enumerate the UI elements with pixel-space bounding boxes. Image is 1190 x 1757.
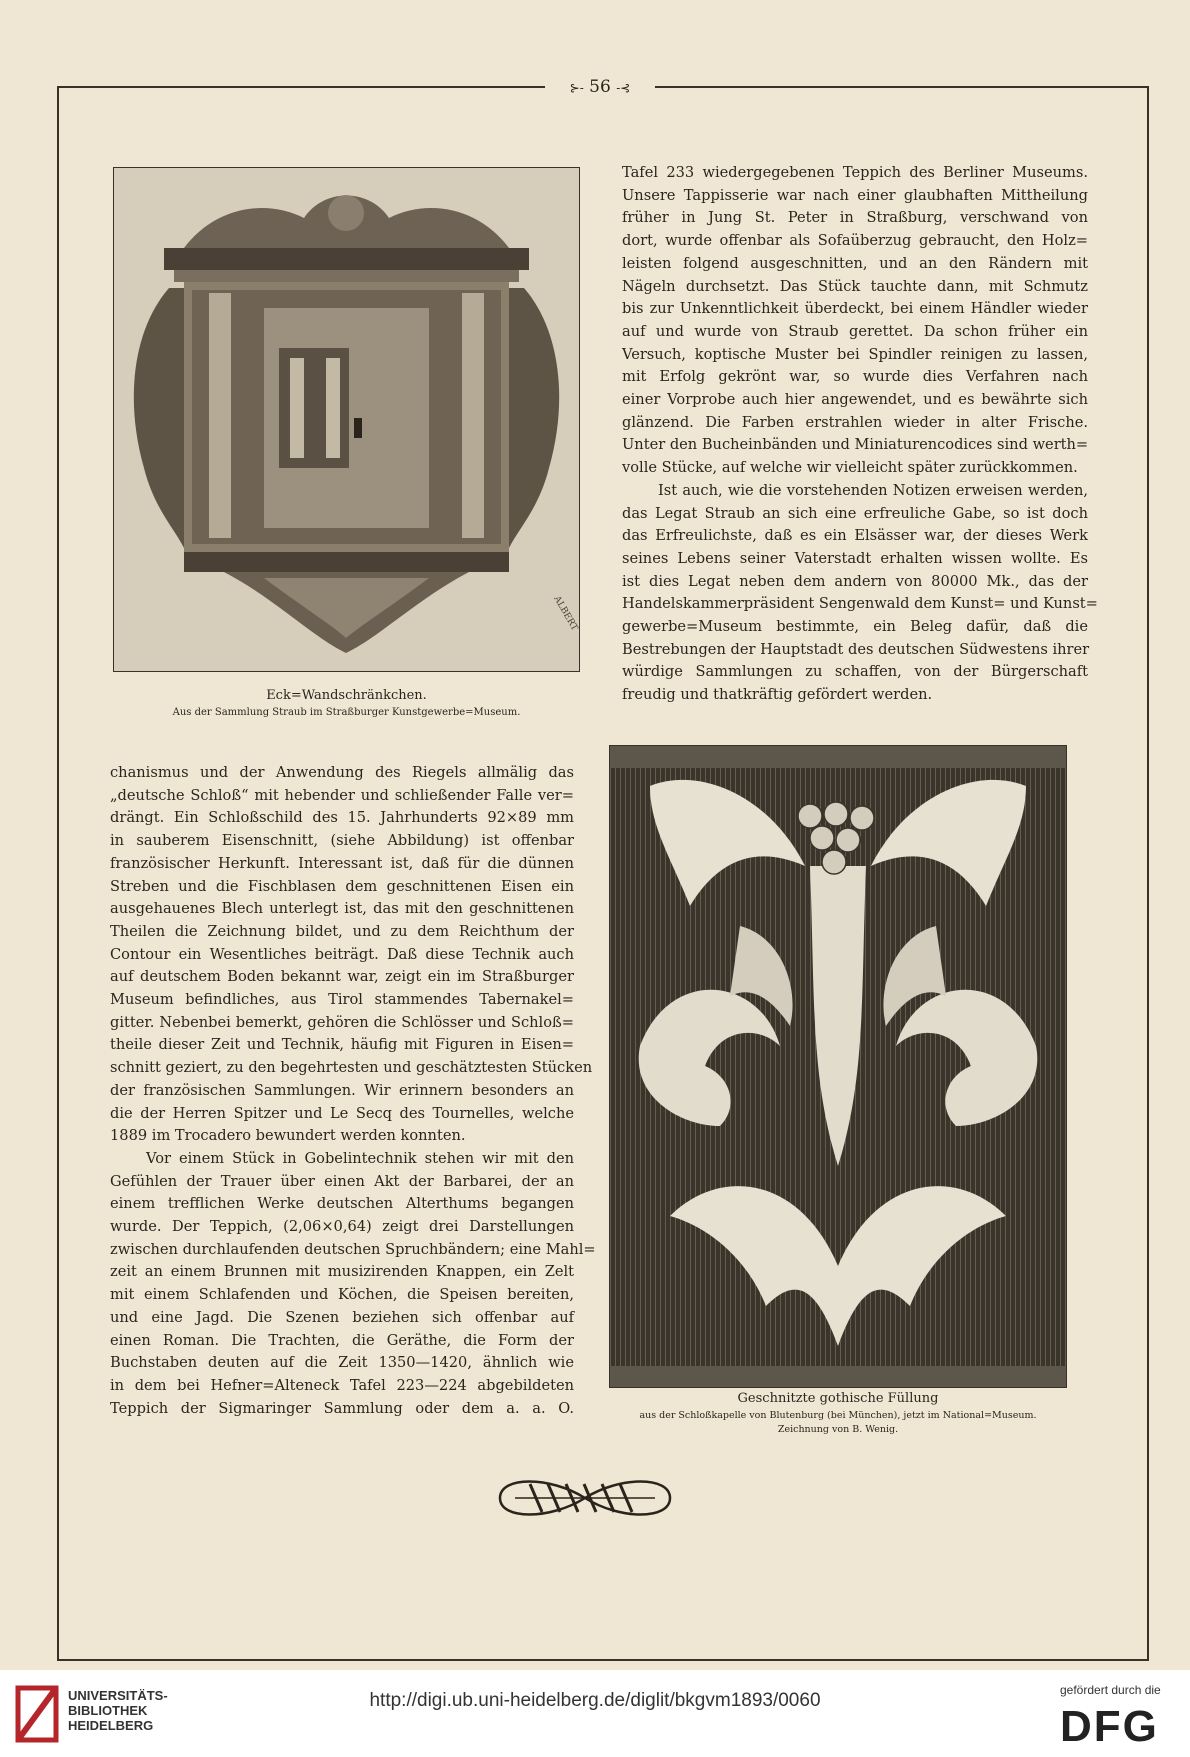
dfg-logo: DFG — [1060, 1702, 1159, 1751]
text-line: Bestrebungen der Hauptstadt des deutschen Südwestens ihrer — [622, 640, 1090, 658]
text-line: Theilen die Zeichnung bildet, und zu dem Reichthum der — [110, 922, 574, 940]
cabinet-illustration — [114, 168, 579, 671]
text-line: einem trefflichen Werke deutschen Alterthums begangen — [110, 1195, 574, 1213]
text-line: französischer Herkunft. Interessant ist, daß für die dünnen — [110, 854, 574, 872]
text-line: früher in Jung St. Peter in Straßburg, verschwand von — [622, 209, 1088, 227]
text-line: das Legat Straub an sich eine erfreuliche Gabe, so ist doch — [622, 504, 1088, 522]
text-line: würdige Sammlungen zu schaffen, von der Bürgerschaft — [622, 663, 1088, 681]
text-line: 1889 im Trocadero bewundert werden konnten. — [110, 1127, 466, 1145]
text-line: Versuch, koptische Muster bei Spindler reinigen zu lassen, — [622, 345, 1088, 363]
text-line: Museum befindliches, aus Tirol stammendes Tabernakel= — [110, 991, 574, 1009]
text-line: glänzend. Die Farben erstrahlen wieder in alter Frische. — [622, 413, 1088, 431]
text-line: Ist auch, wie die vorstehenden Notizen erweisen werden, — [658, 481, 1088, 499]
text-line: gitter. Nebenbei bemerkt, gehören die Schlösser und Schloß= — [110, 1013, 574, 1031]
text-line: auf deutschem Boden bekannt war, zeigt ein im Straßburger — [110, 968, 574, 986]
gothic-panel-illustration — [610, 746, 1066, 1387]
figure1-caption-title: Eck=Wandschränkchen. — [266, 688, 427, 703]
svg-text:ALBERT: ALBERT — [551, 594, 579, 633]
figure2-caption-source: aus der Schloßkapelle von Blutenburg (bei München), jetzt im National=Museum. — [639, 1410, 1037, 1421]
figure-gothic-panel — [609, 745, 1067, 1388]
text-line: in sauberem Eisenschnitt, (siehe Abbildung) ist offenbar — [110, 832, 574, 850]
calligraphic-flourish-icon — [490, 1468, 680, 1528]
text-line: Buchstaben deuten auf die Zeit 1350—1420, ähnlich wie — [110, 1354, 574, 1372]
text-line: dort, wurde offenbar als Sofaüberzug gebraucht, den Holz= — [622, 232, 1088, 250]
text-column-left — [110, 762, 596, 1420]
text-line: und eine Jagd. Die Szenen beziehen sich offenbar auf — [110, 1308, 574, 1326]
text-line: auf und wurde von Straub gerettet. Da schon früher ein — [622, 322, 1088, 340]
text-line: seines Lebens seiner Vaterstadt erhalten wissen wollte. Es — [622, 549, 1088, 567]
text-line: leisten folgend ausgeschnitten, und an den Rändern mit — [622, 254, 1088, 272]
text-line: freudig und thatkräftig gefördert werden. — [622, 686, 933, 704]
text-line: in dem bei Hefner=Alteneck Tafel 223—224 abgebildeten — [110, 1376, 574, 1394]
text-line: ausgehauenes Blech unterlegt ist, das mit den geschnittenen — [110, 900, 574, 918]
text-line: Gefühlen der Trauer über einen Akt der Barbarei, der an — [110, 1172, 574, 1190]
text-line: drängt. Ein Schloßschild des 15. Jahrhunderts 92×89 mm — [110, 809, 574, 827]
ornament-left-icon: ⊱- — [569, 81, 584, 95]
text-line: „deutsche Schloß“ mit hebender und schließender Falle ver= — [110, 786, 574, 804]
sponsor-text: gefördert durch die — [1060, 1683, 1161, 1697]
figure2-caption-title: Geschnitzte gothische Füllung — [737, 1391, 939, 1406]
text-line: Unsere Tappisserie war nach einer glaubhaften Mittheilung — [622, 186, 1088, 204]
page-number: ⊱- 56 -⊰ — [545, 74, 655, 100]
source-url-link[interactable]: http://digi.ub.uni-heidelberg.de/diglit/bkgvm1893/0060 — [369, 1690, 821, 1711]
text-line: Nägeln durchsetzt. Das Stück tauchte dann, mit Schmutz — [622, 277, 1088, 295]
text-line: mit Erfolg gekrönt war, so wurde dies Verfahren nach — [622, 368, 1088, 386]
text-line: Vor einem Stück in Gobelintechnik stehen wir mit den — [146, 1149, 574, 1167]
text-line: volle Stücke, auf welche wir vielleicht später zurückkommen. — [622, 459, 1078, 477]
text-line: das Erfreulichste, daß es ein Elsässer war, der dieses Werk — [622, 527, 1088, 545]
text-line: Handelskammerpräsident Sengenwald dem Kunst= und Kunst= — [622, 595, 1098, 613]
text-column-right — [622, 162, 1098, 707]
text-line: theile dieser Zeit und Technik, häufig mit Figuren in Eisen= — [110, 1036, 574, 1054]
figure-corner-cabinet — [113, 167, 580, 672]
figure1-caption-source: Aus der Sammlung Straub im Straßburger Kunstgewerbe=Museum. — [172, 707, 521, 718]
text-line: die der Herren Spitzer und Le Secq des Tournelles, welche — [110, 1104, 574, 1122]
text-line: schnitt geziert, zu den begehrtesten und geschätztesten Stücken — [110, 1059, 593, 1077]
text-line: einen Roman. Die Trachten, die Geräthe, die Form der — [110, 1331, 574, 1349]
university-name: UNIVERSITÄTS- BIBLIOTHEK HEIDELBERG — [68, 1688, 168, 1733]
text-line: Tafel 233 wiedergegebenen Teppich des Berliner Museums. — [622, 164, 1088, 181]
text-line: einer Vorprobe auch hier angewendet, und es bewährte sich — [622, 391, 1088, 409]
text-line: ist dies Legat neben dem andern von 80000 Mk., das der — [622, 572, 1088, 590]
text-line: Teppich der Sigmaringer Sammlung oder dem a. a. O. — [110, 1399, 574, 1417]
text-line: bis zur Unkenntlichkeit überdeckt, bei einem Händler wieder — [622, 300, 1088, 318]
text-line: wurde. Der Teppich, (2,06×0,64) zeigt drei Darstellungen — [110, 1218, 574, 1236]
text-line: zeit an einem Brunnen mit musizirenden Knappen, ein Zelt — [110, 1263, 574, 1281]
text-line: zwischen durchlaufenden deutschen Spruchbändern; eine Mahl= — [110, 1240, 596, 1258]
text-line: chanismus und der Anwendung des Riegels allmälig das — [110, 764, 574, 781]
text-line: Streben und die Fischblasen dem geschnittenen Eisen ein — [110, 877, 574, 895]
figure2-caption-credit: Zeichnung von B. Wenig. — [777, 1424, 899, 1435]
text-line: der französischen Sammlungen. Wir erinnern besonders an — [110, 1081, 574, 1099]
text-line: Unter den Bucheinbänden und Miniaturencodices sind werth= — [622, 436, 1089, 454]
footer-band — [0, 1670, 1190, 1757]
text-line: Contour ein Wesentliches beiträgt. Daß diese Technik auch — [110, 945, 574, 963]
text-line: mit einem Schlafenden und Köchen, die Speisen bereiten, — [110, 1286, 574, 1304]
text-line: gewerbe=Museum bestimmte, ein Beleg dafür, daß die — [622, 618, 1088, 636]
ornament-right-icon: -⊰ — [616, 81, 631, 95]
